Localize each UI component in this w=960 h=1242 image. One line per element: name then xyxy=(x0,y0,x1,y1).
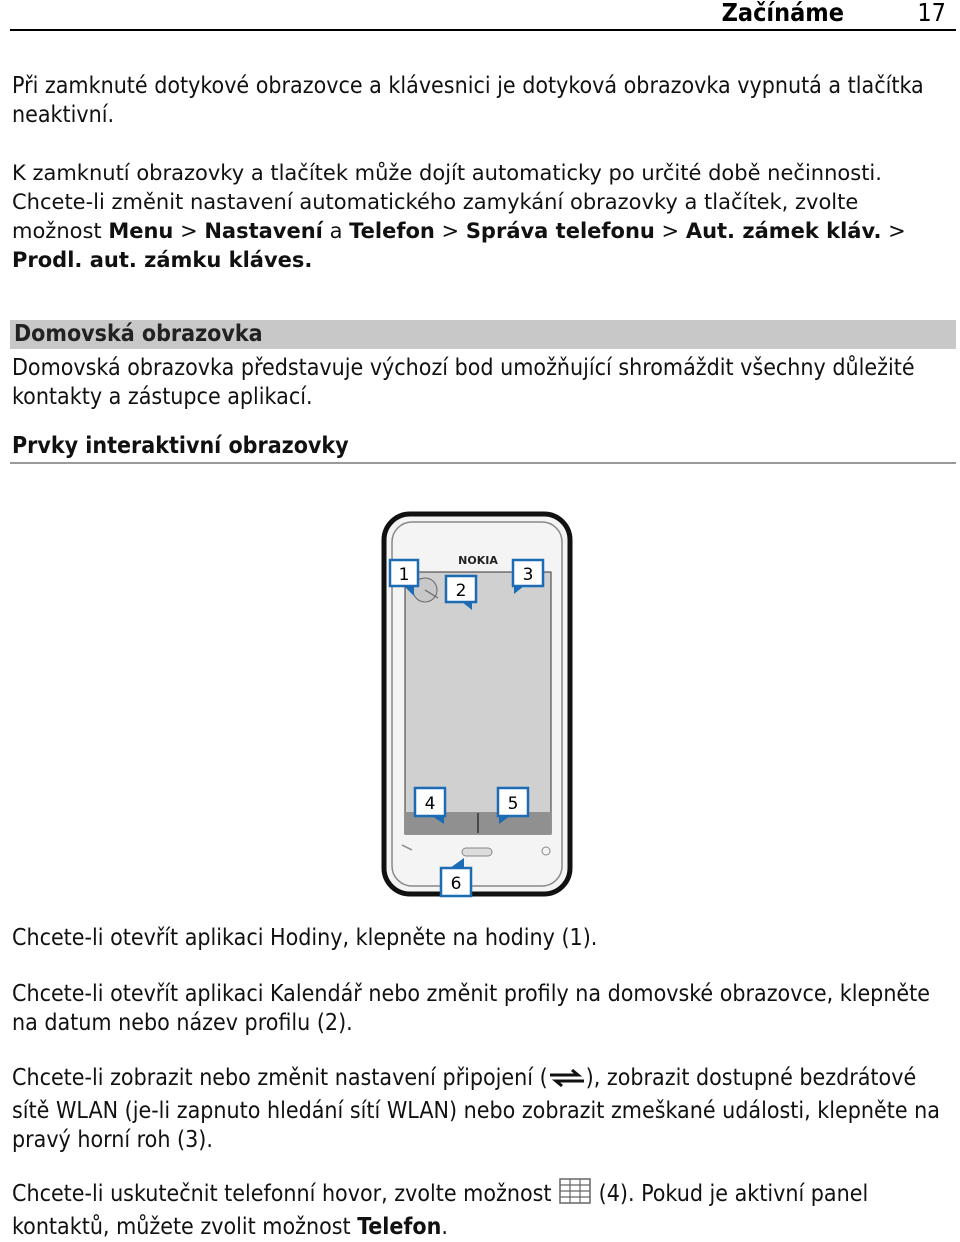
connection-paragraph: Chcete-li zobrazit nebo změnit nastavení připojení ( ), zobrazit dostupné bezdrátové sítě WLAN (je-li zapnuto hledání sítí WLAN) nebo zobrazit zmeškané události, klepněte na pravý horní roh (3). xyxy=(12,1065,940,1153)
svg-text:2: 2 xyxy=(455,581,467,601)
svg-text:3: 3 xyxy=(522,565,534,585)
menu-path-menu: Menu xyxy=(108,219,174,243)
svg-text:1: 1 xyxy=(398,565,410,585)
connection-arrows-icon xyxy=(548,1067,586,1097)
svg-text:4: 4 xyxy=(424,794,436,814)
subsection-rule xyxy=(10,462,956,464)
header-rule xyxy=(10,29,956,31)
calendar-paragraph: Chcete-li otevřít aplikaci Kalendář nebo změnit profily na domovské obrazovce, klepněte na datum nebo název profilu (2). xyxy=(12,981,931,1036)
autolock-line-3: možnost Menu > Nastavení a Telefon > Správa telefonu > Aut. zámek kláv. > xyxy=(12,219,906,243)
lock-paragraph: Při zamknuté dotykové obrazovce a klávesnici je dotyková obrazovka vypnutá a tlačítka neaktivní. xyxy=(12,73,924,128)
section-title: Domovská obrazovka xyxy=(14,321,263,347)
page-number: 17 xyxy=(917,0,946,27)
svg-text:5: 5 xyxy=(507,794,519,814)
autolock-paragraph xyxy=(12,159,948,275)
telefon-option: Telefon xyxy=(357,1214,442,1240)
chapter-title: Začínáme xyxy=(721,0,844,27)
autolock-line-2: Chcete-li změnit nastavení automatického zamykání obrazovky a tlačítek, zvolte xyxy=(12,190,859,214)
menu-path-nastaveni: Nastavení xyxy=(204,219,323,243)
brand-logo: NOKIA xyxy=(458,554,498,567)
subsection-title: Prvky interaktivní obrazovky xyxy=(12,433,349,459)
call-paragraph: Chcete-li uskutečnit telefonní hovor, zvolte možnost (4). Pokud je aktivní panel kontaktů, můžete zvolit možnost Telefon. xyxy=(12,1177,948,1242)
section-intro: Domovská obrazovka představuje výchozí bod umožňující shromáždit všechny důležité kontakty a zástupce aplikací. xyxy=(12,355,915,410)
menu-path-sprava: Správa telefonu xyxy=(465,219,655,243)
dialpad-icon xyxy=(558,1177,592,1213)
autolock-line-4 xyxy=(12,246,948,275)
clock-paragraph: Chcete-li otevřít aplikaci Hodiny, klepněte na hodiny (1). xyxy=(12,925,598,951)
menu-path-telefon: Telefon xyxy=(349,219,435,243)
autolock-line-1: K zamknutí obrazovky a tlačítek může dojít automaticky po určité době nečinnosti. xyxy=(12,161,882,185)
menu-path-prodl: Prodl. aut. zámku kláves. xyxy=(12,248,313,272)
menu-path-aut-zamek: Aut. zámek kláv. xyxy=(685,219,882,243)
svg-text:6: 6 xyxy=(450,874,462,894)
phone-illustration xyxy=(380,510,580,904)
menu-key-icon xyxy=(462,848,492,856)
